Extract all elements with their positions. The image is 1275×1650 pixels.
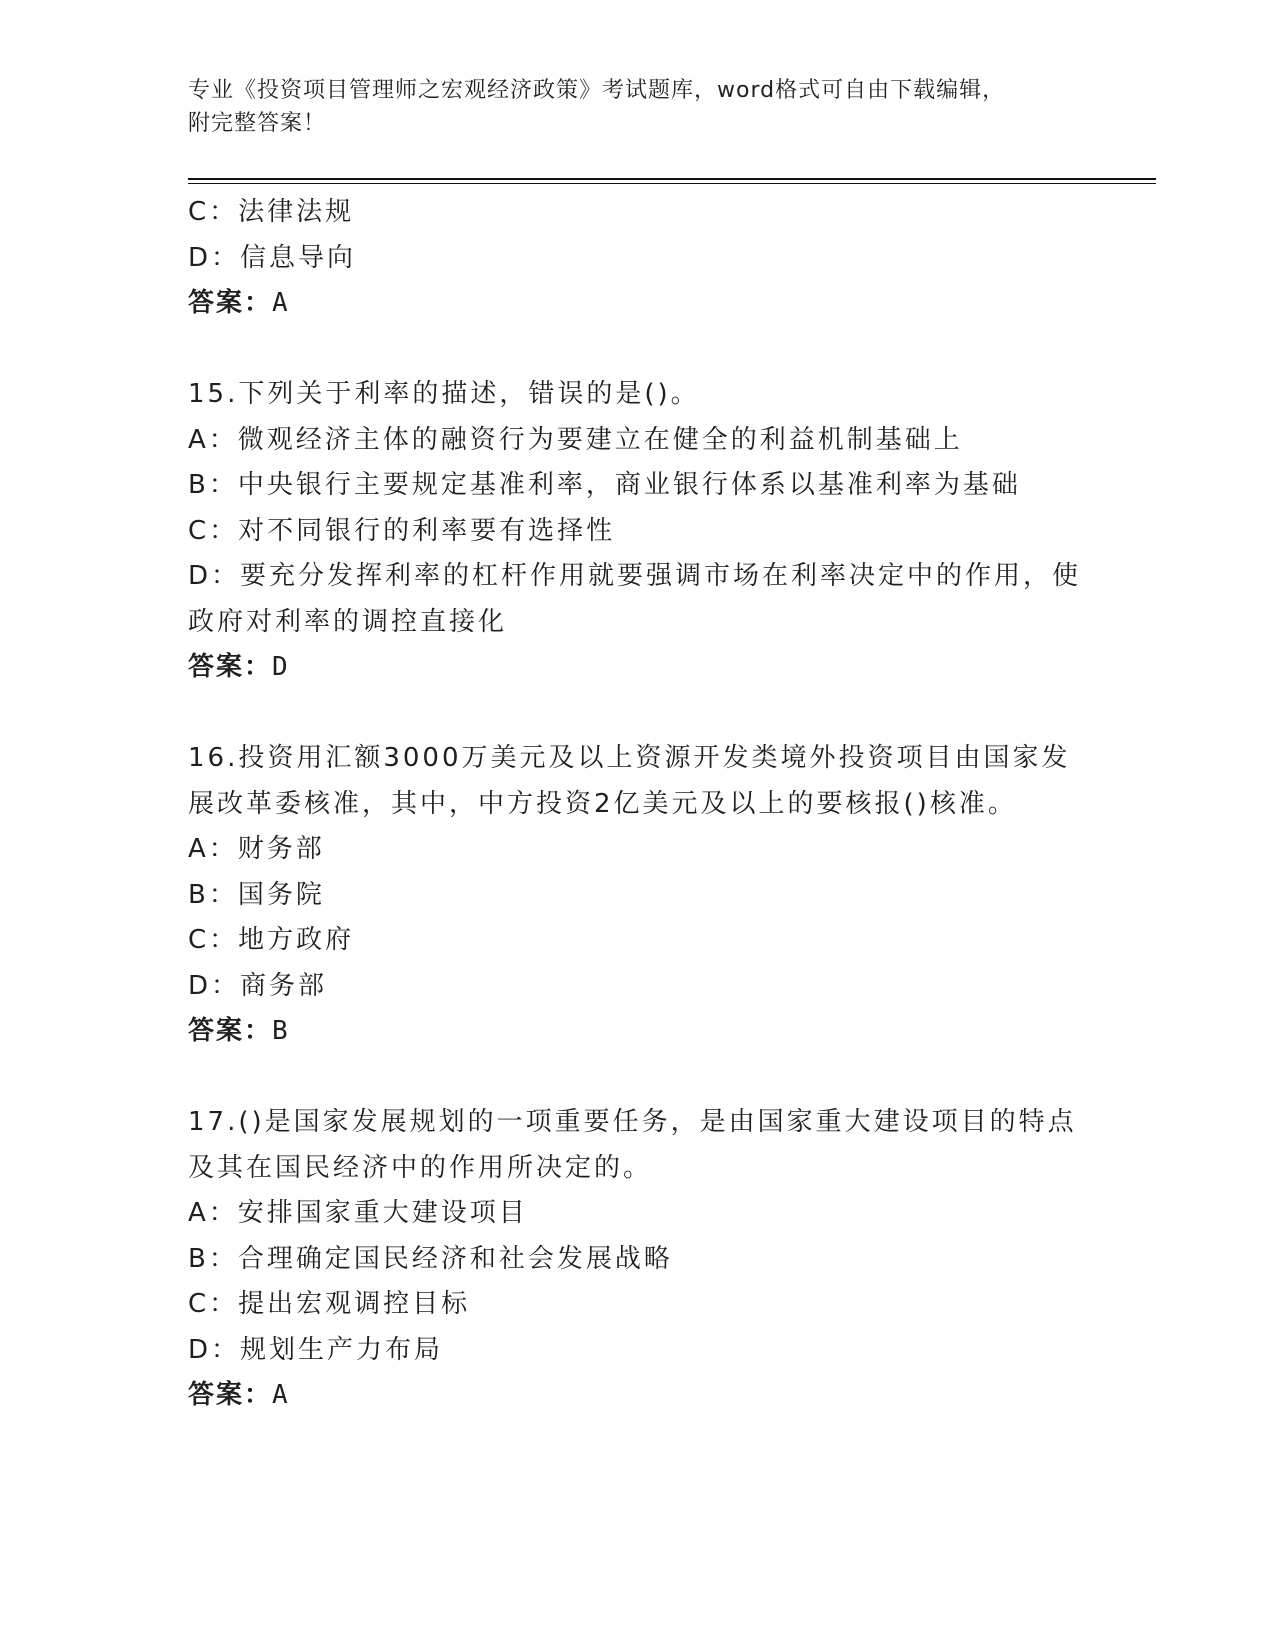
answer-label: 答案：	[188, 288, 273, 318]
option-c: C：法律法规	[188, 197, 355, 227]
option-d: D：规划生产力布局	[188, 1334, 444, 1365]
option-d: D：商务部	[188, 970, 328, 1001]
answer-value: A	[272, 1380, 291, 1410]
answer-line	[188, 281, 1088, 327]
answer-label: 答案：	[188, 1380, 273, 1410]
option-b: B：国务院	[188, 879, 325, 910]
question-list	[188, 190, 1088, 1419]
option-a: A：微观经济主体的融资行为要建立在健全的利益机制基础上	[188, 424, 963, 455]
option-a: A：财务部	[188, 834, 325, 864]
answer-line	[188, 645, 1088, 691]
question-stem-line-1: 17.()是国家发展规划的一项重要任务，是由国家重大建设项目的特点	[188, 1107, 1077, 1137]
question-17	[188, 1100, 1088, 1419]
answer-value: B	[272, 1016, 291, 1046]
spacer	[188, 691, 1088, 737]
question-16	[188, 736, 1088, 1055]
answer-line	[188, 1009, 1088, 1055]
header-line-2: 附完整答案！	[188, 111, 327, 136]
option-c: C：对不同银行的利率要有选择性	[188, 515, 616, 546]
answer-line	[188, 1373, 1088, 1419]
option-d: D：信息导向	[188, 242, 357, 273]
question-stem-line-1: 16.投资用汇额3000万美元及以上资源开发类境外投资项目由国家发	[188, 743, 1071, 773]
option-b: B：中央银行主要规定基准利率，商业银行体系以基准利率为基础	[188, 470, 1021, 500]
option-c: C：地方政府	[188, 925, 355, 955]
answer-value: A	[272, 288, 291, 318]
option-c: C：提出宏观调控目标	[188, 1289, 471, 1319]
question-14-tail	[188, 190, 1088, 327]
spacer	[188, 327, 1088, 373]
option-d: D：要充分发挥利率的杠杆作用就要强调市场在利率决定中的作用，使	[188, 561, 1082, 591]
option-d-continued: 政府对利率的调控直接化	[188, 606, 508, 637]
question-15	[188, 372, 1088, 691]
header-divider-thin	[188, 183, 1156, 184]
option-b: B：合理确定国民经济和社会发展战略	[188, 1243, 673, 1274]
answer-label: 答案：	[188, 652, 273, 682]
spacer	[188, 1055, 1088, 1101]
question-stem: 15.下列关于利率的描述，错误的是()。	[188, 379, 700, 409]
answer-value: D	[272, 652, 291, 682]
header-line-1: 专业《投资项目管理师之宏观经济政策》考试题库，word格式可自由下载编辑，	[188, 78, 1006, 103]
option-a: A：安排国家重大建设项目	[188, 1198, 528, 1228]
question-stem-line-2: 及其在国民经济中的作用所决定的。	[188, 1152, 653, 1183]
answer-label: 答案：	[188, 1016, 273, 1046]
page-header	[188, 74, 1088, 140]
question-stem-line-2: 展改革委核准，其中，中方投资2亿美元及以上的要核报()核准。	[188, 788, 1017, 819]
header-divider-thick	[188, 178, 1156, 180]
